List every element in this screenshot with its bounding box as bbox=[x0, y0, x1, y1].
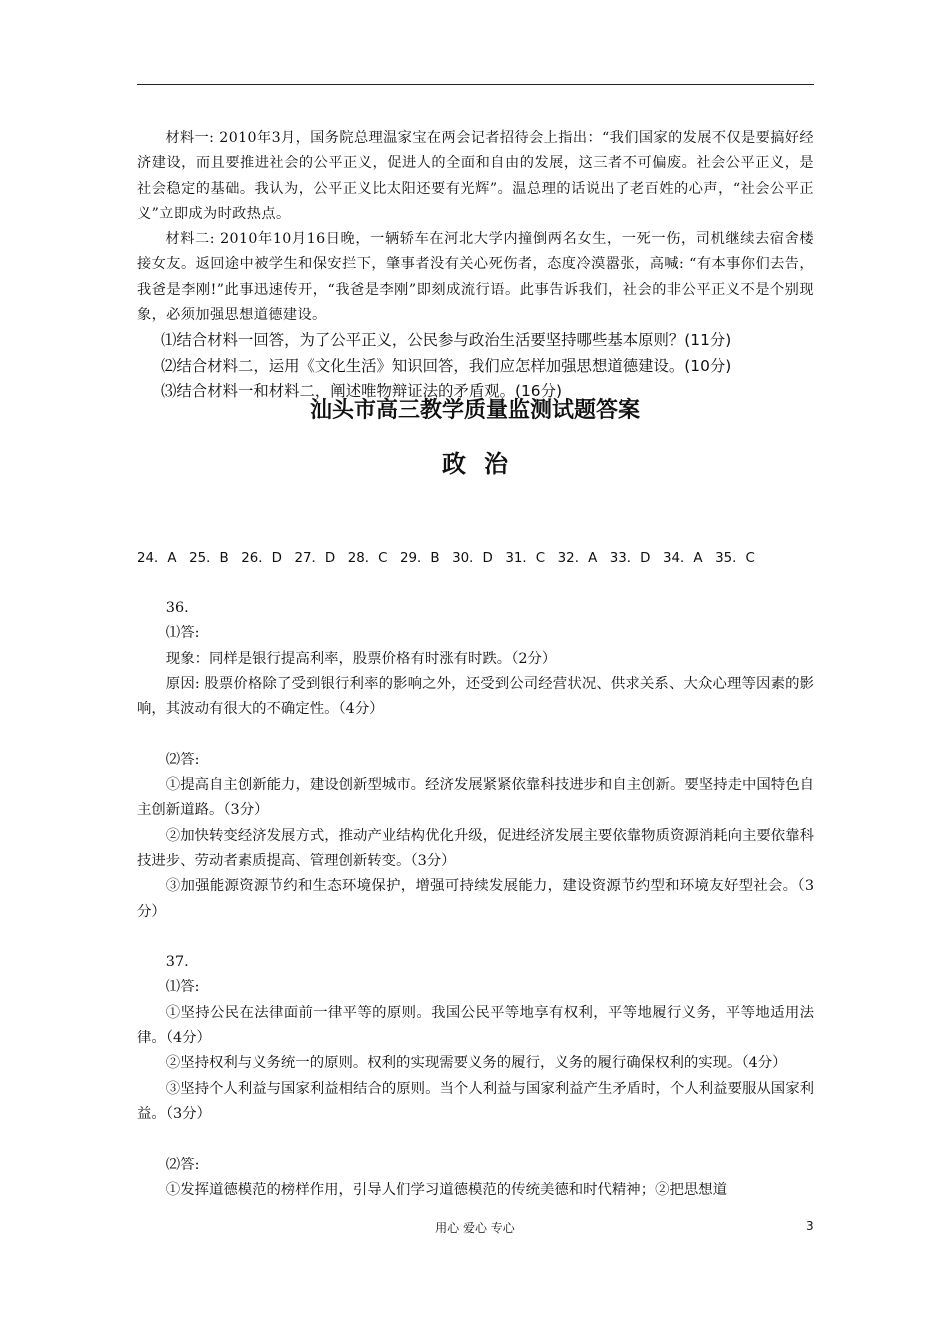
header-rule bbox=[137, 84, 814, 85]
question-3: ⑶结合材料一和材料二，阐述唯物辩证法的矛盾观。(16分) bbox=[161, 382, 562, 401]
choice-answer: 27．D bbox=[294, 551, 336, 566]
materials-section bbox=[137, 126, 814, 405]
q37-part1-label: ⑴答: bbox=[165, 979, 200, 996]
q37-part2-label: ⑵答: bbox=[165, 1156, 200, 1173]
answer-title: 汕头市高三教学质量监测试题答案 bbox=[309, 398, 640, 423]
choice-answer: 25．B bbox=[189, 551, 229, 566]
q36-part2-item2: ②加快转变经济发展方式，推动产业结构优化升级，促进经济发展主要依靠物质资源消耗向主要依靠科技进步、劳动者素质提高、管理创新转变。（3分） bbox=[137, 827, 814, 869]
q37-part2-item1: ①发挥道德模范的榜样作用，引导人们学习道德模范的传统美德和时代精神；②把思想道 bbox=[165, 1181, 728, 1198]
question-1: ⑴结合材料一回答，为了公平正义，公民参与政治生活要坚持哪些基本原则？(11分) bbox=[161, 331, 732, 350]
material-one-label: 材料一 bbox=[165, 130, 210, 146]
q36-part2-item3: ③加强能源资源节约和生态环境保护，增强可持续发展能力，建设资源节约型和环境友好型社会。（3分） bbox=[137, 878, 814, 920]
choice-answer: 26．D bbox=[241, 551, 282, 566]
question-2: ⑵结合材料二，运用《文化生活》知识回答，我们应怎样加强思想道德建设。(10分) bbox=[161, 356, 732, 375]
choice-answer: 24．A bbox=[137, 551, 177, 566]
q36-number: 36. bbox=[165, 600, 189, 616]
material-two-label: 材料二 bbox=[165, 231, 210, 248]
q36-part1-reason: 原因: 股票价格除了受到银行利率的影响之外，还受到公司经营状况、供求关系、大众心理等因素的影响，其波动有很大的不确定性。（4分） bbox=[137, 675, 814, 718]
q36-part2-label: ⑵答: bbox=[165, 751, 200, 768]
answer-section bbox=[137, 596, 814, 1203]
q36-part1-phenomenon: 现象：同样是银行提高利率，股票价格有时涨有时跌。（2分） bbox=[165, 650, 557, 667]
q37-part1-item2: ②坚持权利与义务统一的原则。权利的实现需要义务的履行，义务的履行确保权利的实现。（4分） bbox=[165, 1055, 787, 1072]
choice-answer: 28．C bbox=[347, 551, 388, 566]
page-number: 3 bbox=[806, 1219, 814, 1233]
choice-answer: 33．D bbox=[609, 551, 651, 566]
choice-answer: 32．A bbox=[557, 551, 598, 566]
material-one-text: : 2010年3月，国务院总理温家宝在两会记者招待会上指出：“我们国家的发展不仅是要搞好经济建设，而且要推进社会的公平正义，促进人的全面和自由的发展，这三者不可偏废。社会公平正义，是社会稳定的基础。我认为，公平正义比太阳还要有光辉”。温总理的话说出了老百姓的心声，“社会公平正义”立即成为时政热点。 bbox=[137, 130, 814, 222]
q36-part1-label: ⑴答: bbox=[165, 625, 200, 642]
choice-answer: 31．C bbox=[505, 551, 546, 566]
subject-title: 政治 bbox=[442, 450, 526, 478]
choice-answer: 34．A bbox=[663, 551, 703, 566]
choice-answer: 29．B bbox=[400, 551, 440, 566]
material-two bbox=[137, 227, 814, 328]
q37-part1-item1: ①坚持公民在法律面前一律平等的原则。我国公民平等地享有权利，平等地履行义务，平等地适用法律。（4分） bbox=[137, 1004, 814, 1047]
q37-part1-item3: ③坚持个人利益与国家利益相结合的原则。当个人利益与国家利益产生矛盾时，个人利益要服从国家利益。（3分） bbox=[137, 1080, 814, 1122]
choice-answer: 35．C bbox=[715, 551, 755, 566]
q37-number: 37. bbox=[165, 954, 189, 971]
material-one bbox=[137, 126, 814, 227]
q36-part2-item1: ①提高自主创新能力，建设创新型城市。经济发展紧紧依靠科技进步和自主创新。要坚持走中国特色自主创新道路。（3分） bbox=[137, 777, 814, 819]
choice-answer: 30．D bbox=[452, 551, 493, 566]
footer-motto: 用心 爱心 专心 bbox=[435, 1221, 515, 1235]
choice-answers bbox=[137, 548, 837, 570]
material-two-text: : 2010年10月16日晚，一辆轿车在河北大学内撞倒两名女生，一死一伤，司机继续去宿舍楼接女友。返回途中被学生和保安拦下，肇事者没有关心死伤者，态度冷漠嚣张，高喊: “有本事你们去告，我爸是李刚!”此事迅速传开，“我爸是李刚”即刻成流行语。此事告诉我们，社会的非公平正义不是个别现象，必须加强思想道德建设。 bbox=[137, 231, 814, 324]
